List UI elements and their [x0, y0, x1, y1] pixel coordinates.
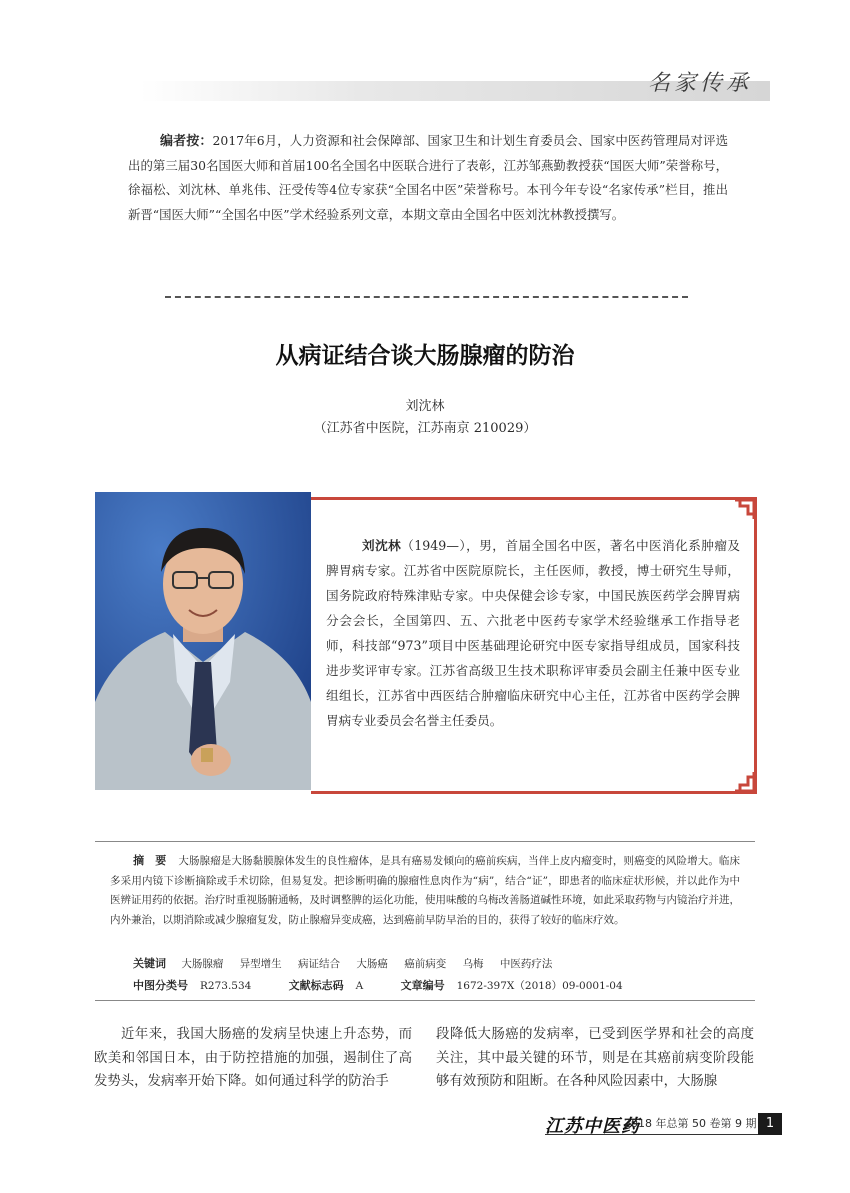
keyword: 中医药疗法 [499, 958, 553, 970]
classification-row [133, 977, 623, 993]
article-author: 刘沈林 [405, 399, 445, 414]
abstract-text: 大肠腺瘤是大肠黏膜腺体发生的良性瘤体，是具有癌易发倾向的癌前疾病，当伴上皮内瘤变时，则癌变的风险增大。临床多采用内镜下诊断摘除或手术切除，但易复发。把诊断明确的腺瘤性息肉作为“病”，结合“证”，即患者的临床症状形候，并以此作为中医辨证用药的依据。治疗时重视肠腑通畅，及时调整脾的运化功能，使用味酸的乌梅改善肠道碱性环境，如此采取药物与内镜治疗并进，内外兼治，以期消除或减少腺瘤复发，防止腺瘤异变成癌，达到癌前早防早治的目的，获得了较好的临床疗效。 [110, 855, 741, 926]
doc-code-label: 文献标志码 [288, 979, 344, 992]
author-bio [326, 533, 740, 733]
abstract-bottom-rule [95, 1000, 755, 1001]
keyword: 癌前病变 [404, 958, 447, 970]
bio-text: （1949—），男，首届全国名中医，著名中医消化系肿瘤及脾胃病专家。江苏省中医院原院长，主任医师，教授，博士研究生导师，国务院政府特殊津贴专家。中央保健会诊专家，中国民族医药学会脾胃病分会会长，全国第四、五、六批老中医药专家学术经验继承工作指导老师，科技部“973”项目中医基础理论研究中医专家指导组成员，国家科技进步奖评审专家。江苏省高级卫生技术职称评审委员会副主任兼中医专业组组长，江苏省中西医结合肿瘤临床研究中心主任，江苏省中医药学会脾胃病专业委员会名誉主任委员。 [326, 538, 740, 728]
abstract-top-rule [95, 841, 755, 842]
author-portrait [95, 492, 311, 790]
clc-value: R273.534 [200, 980, 252, 992]
journal-name: 江苏中医药 [545, 1116, 640, 1137]
body-column-right: 段降低大肠癌的发病率，已受到医学界和社会的高度关注，其中最关键的环节，则是在其癌前病变阶段能够有效预防和阻断。在各种风险因素中，大肠腺 [436, 1027, 754, 1090]
article-title: 从病证结合谈大肠腺瘤的防治 [275, 343, 575, 369]
keywords-label: 关键词 [133, 957, 166, 970]
article-number-value: 1672-397X（2018）09-0001-04 [456, 980, 623, 992]
keyword: 乌梅 [462, 958, 484, 970]
bio-name: 刘沈林 [362, 538, 402, 553]
doc-code-value: A [355, 980, 364, 992]
abstract [110, 851, 740, 930]
article-number-label: 文章编号 [400, 979, 445, 992]
keyword: 大肠癌 [356, 958, 388, 970]
keyword: 大肠腺瘤 [181, 958, 224, 970]
keyword: 病证结合 [298, 958, 341, 970]
footer-rule [545, 1134, 758, 1135]
keyword: 异型增生 [239, 958, 282, 970]
page-number: 1 [758, 1113, 782, 1135]
clc-label: 中图分类号 [133, 979, 188, 992]
editor-note [128, 129, 728, 227]
keywords [133, 955, 565, 971]
issue-info: 2018 年总第 50 卷第 9 期 [624, 1117, 757, 1130]
editor-note-text: 2017年6月，人力资源和社会保障部、国家卫生和计划生育委员会、国家中医药管理局对评选出的第三届30名国医大师和首届100名全国名中医联合进行了表彰，江苏邹燕勤教授获“国医大师”荣誉称号，徐福松、刘沈林、单兆伟、汪受传等4位专家获“全国名中医”荣誉称号。本刊今年专设“名家传承”栏目，推出新晋“国医大师”“全国名中医”学术经验系列文章，本期文章由全国名中医刘沈林教授撰写。 [128, 133, 728, 222]
section-divider [165, 296, 688, 298]
frame-corner-ornament [735, 772, 757, 794]
article-affiliation: （江苏省中医院，江苏南京 210029） [313, 421, 537, 436]
abstract-label: 摘 要 [133, 854, 167, 867]
frame-corner-ornament [735, 497, 757, 519]
editor-note-label: 编者按： [160, 134, 213, 149]
column-name: 名家传承 [647, 71, 752, 96]
body-column-left: 近年来，我国大肠癌的发病呈快速上升态势，而欧美和邻国日本，由于防控措施的加强，遏制住了高发势头，发病率开始下降。如何通过科学的防治手 [94, 1027, 412, 1090]
